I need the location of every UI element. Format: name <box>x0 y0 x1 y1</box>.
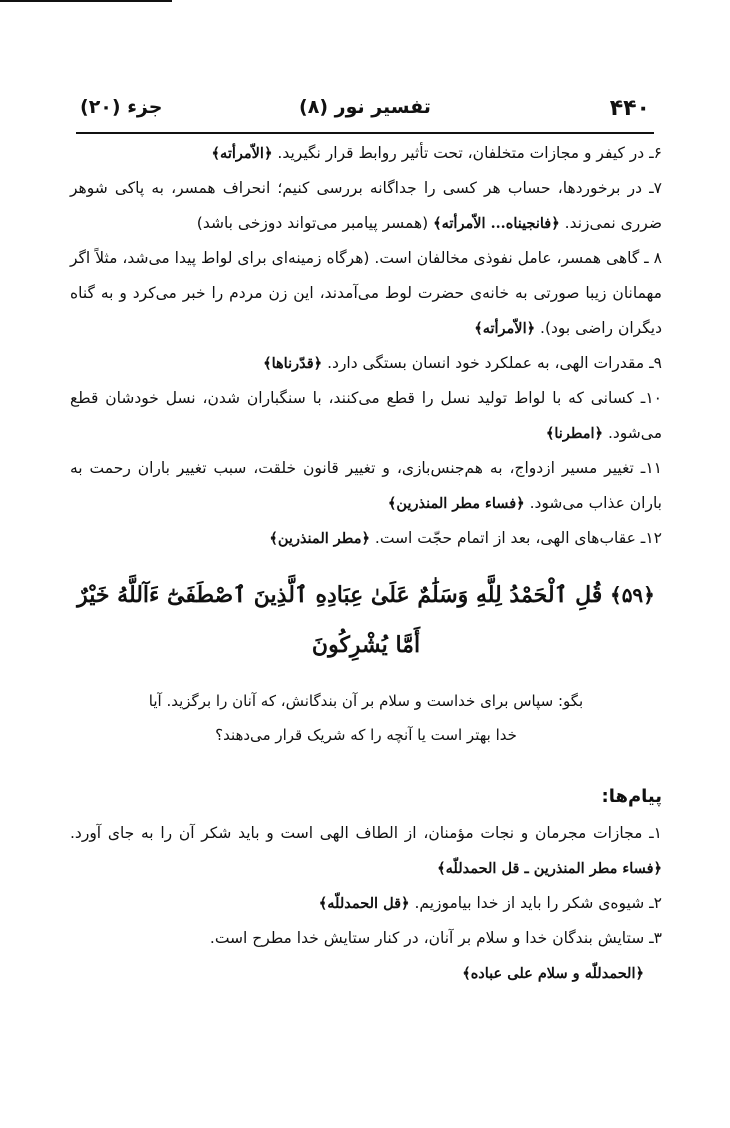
verse-number: ﴿۵۹﴾ <box>609 583 655 607</box>
lesson-item <box>70 171 662 241</box>
lesson-item <box>70 136 662 171</box>
verse-reference: ﴿الاّمرأته﴾ <box>211 145 273 162</box>
translation-line: بگو: سپاس برای خداست و سلام بر آن بندگانش، که آنان را برگزید. آیا <box>148 692 584 710</box>
message-item-reference-line <box>70 956 662 991</box>
verse-reference: ﴿الحمدللّه و سلام علی عباده﴾ <box>462 965 644 982</box>
verse-reference: ﴿الاّمرأته﴾ <box>474 320 536 337</box>
verse-reference: ﴿فانجیناه... الاّمرأته﴾ <box>433 215 560 232</box>
lesson-item <box>70 521 662 556</box>
lesson-text: ۸ ـ گاهی همسر، عامل نفوذی مخالفان است. (هرگاه زمینه‌ای برای لواط پیدا می‌شد، مثلاً اگر مهمانان زیبا صورتی به خانه‌ی حضرت لوط می‌آمدند، این زن مردم را خبر می‌کرد و به گناه دیگران راضی بود). <box>70 249 662 337</box>
lesson-item <box>70 241 662 346</box>
message-item <box>70 816 662 886</box>
quran-verse <box>70 570 662 670</box>
lesson-text: ۹ـ مقدرات الهی، به عملکرد خود انسان بستگی دارد. <box>327 354 662 372</box>
lesson-item <box>70 451 662 521</box>
lesson-text: ۷ـ در برخوردها، حساب هر کسی را جداگانه بررسی کنیم؛ انحراف همسر، به پاکی شوهر ضرری نمی‌زند. <box>70 179 662 232</box>
message-item <box>70 921 662 956</box>
message-text: ۲ـ شیوه‌ی شکر را باید از خدا بیاموزیم. <box>414 894 662 912</box>
lesson-text: ۱۲ـ عقاب‌های الهی، بعد از اتمام حجّت است. <box>374 529 662 547</box>
verse-reference: ﴿مطر المنذرین﴾ <box>269 530 370 547</box>
verse-text: قُلِ ٱلْحَمْدُ لِلَّهِ وَسَلَٰمٌ عَلَىٰ عِبَادِهِ ٱلَّذِينَ ٱصْطَفَىٰٓ ءَآللَّهُ خَيْرٌ أَمَّا يُشْرِكُونَ <box>77 582 603 658</box>
verse-reference: ﴿قدّرناها﴾ <box>263 355 323 372</box>
lesson-note: (همسر پیامبر می‌تواند دوزخی باشد) <box>196 214 429 232</box>
page-number: ۴۴۰ <box>609 96 650 121</box>
verse-reference: ﴿امطرنا﴾ <box>545 425 604 442</box>
scan-edge-line <box>0 0 172 2</box>
lesson-item <box>70 346 662 381</box>
lesson-text: ۱۱ـ تغییر مسیر ازدواج، به هم‌جنس‌بازی، و تغییر قانون خلقت، سبب تغییر باران رحمت به باران عذاب می‌شود. <box>70 459 662 512</box>
book-title: تفسیر نور (۸) <box>299 96 431 118</box>
message-item <box>70 886 662 921</box>
verse-reference: ﴿فساء مطر المنذرین﴾ <box>387 495 525 512</box>
lesson-text: ۱۰ـ کسانی که با لواط تولید نسل را قطع می‌کنند، با سنگباران شدن، نسل خودشان قطع می‌شود. <box>70 389 662 442</box>
translation-line: خدا بهتر است یا آنچه را که شریک قرار می‌دهند؟ <box>215 726 517 744</box>
juz-label: جزء (۲۰) <box>80 96 163 118</box>
page-body <box>70 136 662 991</box>
verse-translation <box>70 684 662 752</box>
lesson-item <box>70 381 662 451</box>
verse-reference: ﴿قل الحمدللّه﴾ <box>318 895 410 912</box>
message-text: ۱ـ مجازات مجرمان و نجات مؤمنان، از الطاف الهی است و باید شکر آن را به جای آورد. <box>70 824 662 842</box>
message-text: ۳ـ ستایش بندگان خدا و سلام بر آنان، در کنار ستایش خدا مطرح است. <box>209 929 662 947</box>
messages-heading: پیام‌ها: <box>601 786 662 807</box>
page-header <box>76 92 654 134</box>
lesson-text: ۶ـ در کیفر و مجازات متخلفان، تحت تأثیر روابط قرار نگیرید. <box>277 144 662 162</box>
verse-reference: ﴿فساء مطر المنذرین ـ قل الحمدللّه﴾ <box>437 860 662 877</box>
